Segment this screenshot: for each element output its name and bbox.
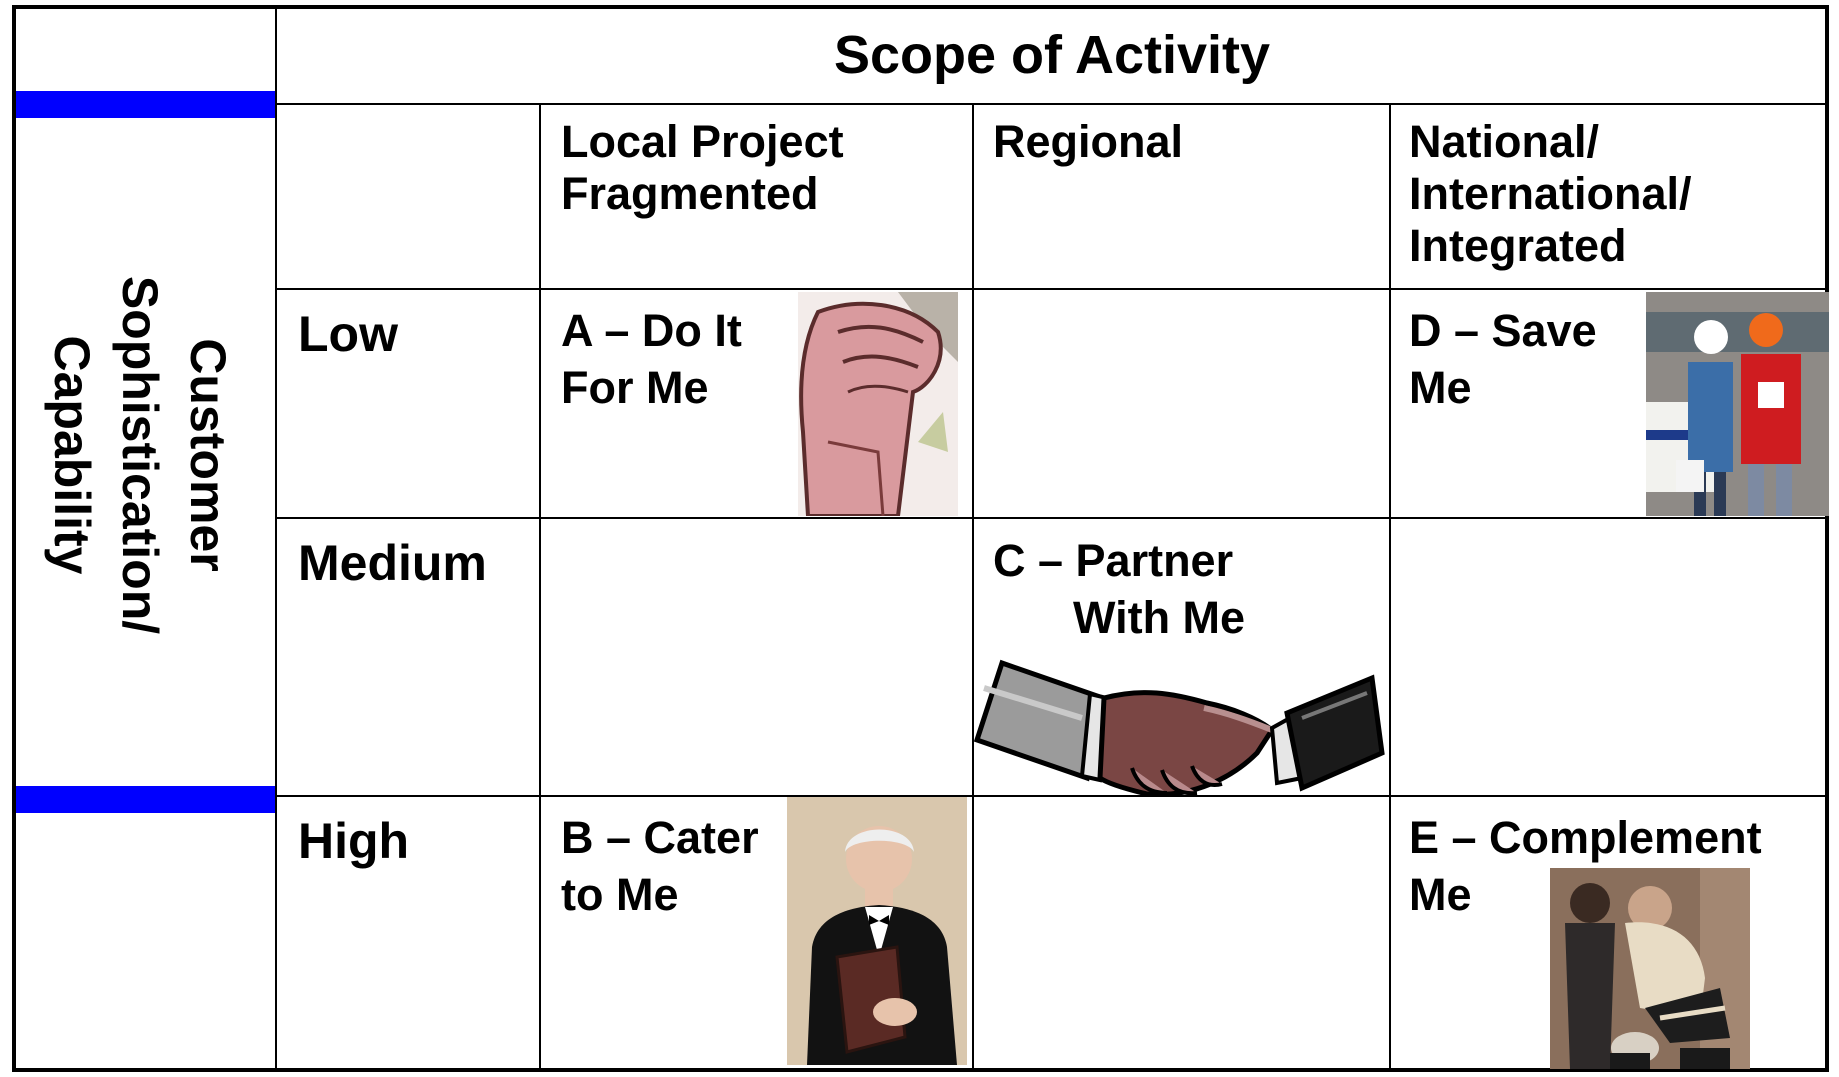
cell-line: A – Do It <box>561 305 742 356</box>
column-header-line: Integrated <box>1409 220 1627 271</box>
accent-bar-top <box>16 91 275 118</box>
vertical-axis-label <box>40 240 240 670</box>
cell-a-label <box>561 302 742 416</box>
cell-line: D – Save <box>1409 305 1597 356</box>
cell-line: Me <box>1409 362 1472 413</box>
cell-d-label <box>1409 302 1597 416</box>
column-header-line: National/ <box>1409 116 1600 167</box>
cell-line: With Me <box>1073 592 1246 643</box>
axis-label-text: Customer Sophistication/ Capability <box>44 275 236 635</box>
handshake-icon <box>972 658 1388 800</box>
column-header-national <box>1409 116 1692 272</box>
cell-line: Me <box>1409 869 1472 920</box>
butler-icon <box>787 797 967 1065</box>
cell-line: to Me <box>561 869 679 920</box>
matrix-title: Scope of Activity <box>833 25 1271 85</box>
column-header-local <box>561 116 844 220</box>
cell-line: B – Cater <box>561 812 759 863</box>
column-header-regional: Regional <box>993 116 1184 167</box>
row-header-high: High <box>298 813 410 869</box>
grid-line <box>275 103 1829 105</box>
pointing-finger-icon <box>798 292 958 516</box>
cell-line: C – Partner <box>993 535 1234 586</box>
grid-line <box>275 288 1829 290</box>
column-header-line: Fragmented <box>561 168 819 219</box>
grid-line <box>275 517 1829 519</box>
column-header-line: International/ <box>1409 168 1692 219</box>
cell-line: E – Complement <box>1409 812 1762 863</box>
cell-line: For Me <box>561 362 709 413</box>
accent-bar-bottom <box>16 786 275 813</box>
athlete-icon <box>1550 868 1750 1069</box>
column-header-line: Local Project <box>561 116 844 167</box>
cell-c-label <box>993 532 1245 646</box>
grid-line <box>275 5 277 1072</box>
row-header-medium: Medium <box>298 535 487 591</box>
row-header-low: Low <box>298 306 398 362</box>
cell-b-label <box>561 809 759 923</box>
grid-line <box>539 103 541 1072</box>
relief-workers-icon <box>1646 292 1829 516</box>
grid-line <box>1389 103 1391 1072</box>
grid-line <box>972 103 974 1072</box>
